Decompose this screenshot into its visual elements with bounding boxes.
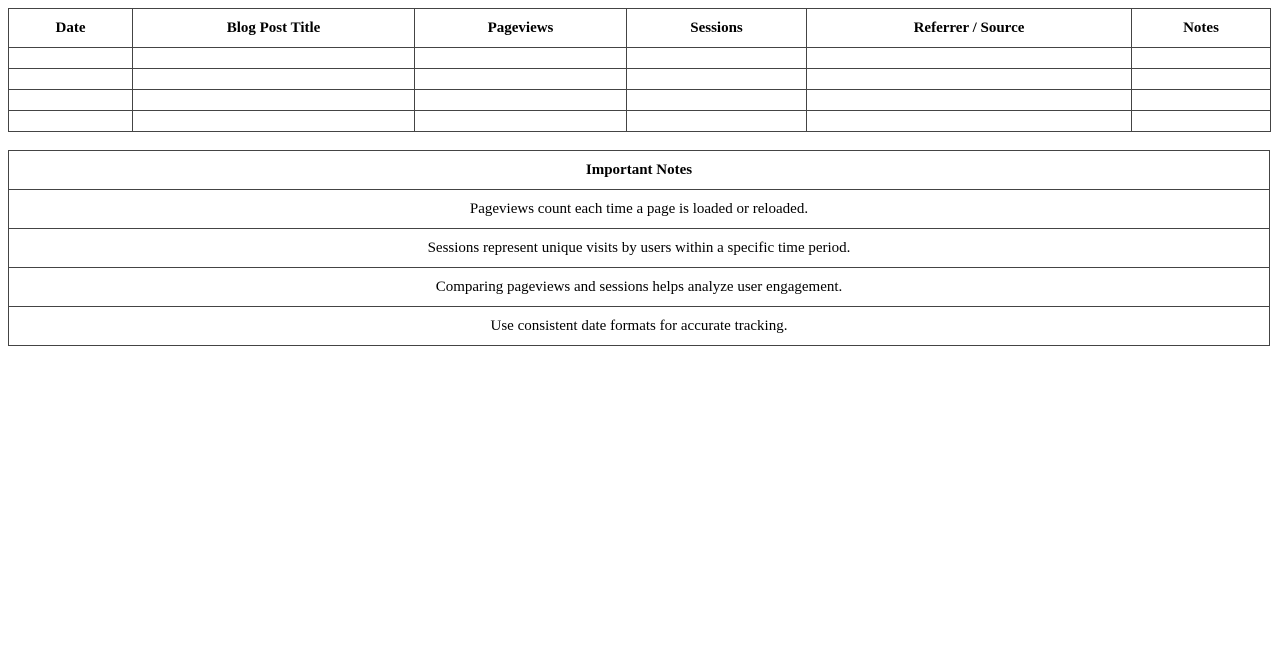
table-row (9, 69, 1271, 90)
important-notes-table (8, 150, 1270, 346)
table-cell-notes[interactable] (1132, 90, 1271, 111)
note-row (9, 268, 1270, 307)
table-cell-referrer-source[interactable] (807, 48, 1132, 69)
table-row (9, 90, 1271, 111)
table-cell-blog-post-title[interactable] (133, 48, 415, 69)
note-item: Comparing pageviews and sessions helps analyze user engagement. (9, 268, 1270, 307)
table-cell-notes[interactable] (1132, 48, 1271, 69)
notes-header-row (9, 151, 1270, 190)
notes-title: Important Notes (9, 151, 1270, 190)
table-cell-pageviews[interactable] (415, 111, 627, 132)
note-item: Use consistent date formats for accurate tracking. (9, 307, 1270, 346)
table-cell-pageviews[interactable] (415, 48, 627, 69)
column-header-referrer-source: Referrer / Source (807, 9, 1132, 48)
table-cell-blog-post-title[interactable] (133, 111, 415, 132)
table-cell-notes[interactable] (1132, 111, 1271, 132)
table-cell-pageviews[interactable] (415, 69, 627, 90)
column-header-sessions: Sessions (627, 9, 807, 48)
table-cell-blog-post-title[interactable] (133, 69, 415, 90)
table-cell-referrer-source[interactable] (807, 90, 1132, 111)
column-header-pageviews: Pageviews (415, 9, 627, 48)
column-header-date: Date (9, 9, 133, 48)
table-cell-sessions[interactable] (627, 48, 807, 69)
note-row (9, 307, 1270, 346)
table-cell-date[interactable] (9, 111, 133, 132)
table-cell-notes[interactable] (1132, 69, 1271, 90)
table-cell-referrer-source[interactable] (807, 111, 1132, 132)
page-content (8, 8, 1270, 346)
table-cell-blog-post-title[interactable] (133, 90, 415, 111)
table-cell-pageviews[interactable] (415, 90, 627, 111)
table-row (9, 111, 1271, 132)
note-item: Sessions represent unique visits by users within a specific time period. (9, 229, 1270, 268)
table-header-row (9, 9, 1271, 48)
table-cell-date[interactable] (9, 90, 133, 111)
table-cell-sessions[interactable] (627, 69, 807, 90)
table-row (9, 48, 1271, 69)
note-item: Pageviews count each time a page is loaded or reloaded. (9, 190, 1270, 229)
table-cell-sessions[interactable] (627, 111, 807, 132)
note-row (9, 229, 1270, 268)
table-cell-sessions[interactable] (627, 90, 807, 111)
column-header-notes: Notes (1132, 9, 1271, 48)
column-header-blog-post-title: Blog Post Title (133, 9, 415, 48)
blog-tracking-table (8, 8, 1271, 132)
note-row (9, 190, 1270, 229)
table-cell-referrer-source[interactable] (807, 69, 1132, 90)
table-cell-date[interactable] (9, 48, 133, 69)
table-cell-date[interactable] (9, 69, 133, 90)
